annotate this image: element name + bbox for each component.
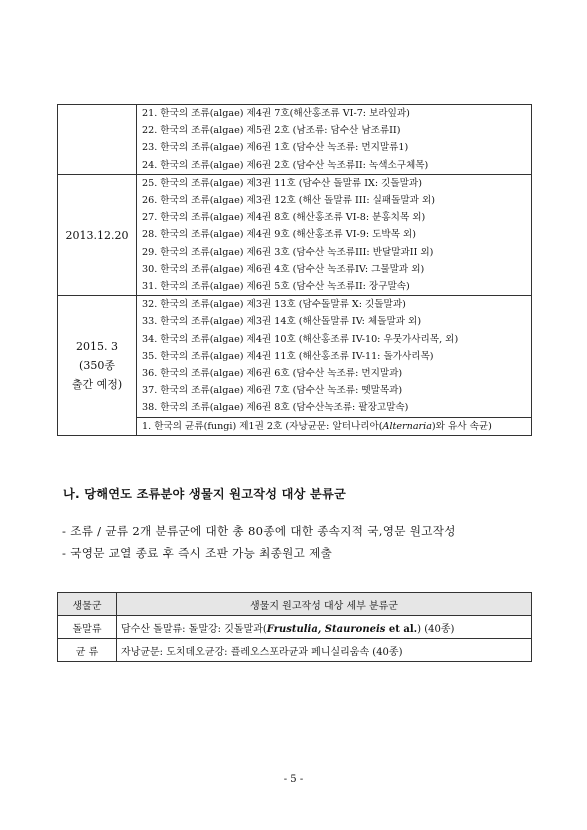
schedule-species-count: (350종	[79, 359, 115, 373]
schedule-row	[58, 105, 532, 175]
publication-item: 37. 한국의 조류(algae) 제6권 7호 (담수산 녹조류: 뗏말목과)	[142, 385, 403, 397]
table-header-row	[58, 593, 532, 616]
table-row	[58, 616, 532, 639]
taxa-cell	[117, 616, 532, 639]
genus-name: Alternaria	[382, 420, 432, 432]
schedule-date-cell	[58, 296, 137, 436]
target-taxa-table	[57, 592, 532, 662]
publication-item: 25. 한국의 조류(algae) 제3권 11호 (담수산 돌말류 IX: 깃돌말과)	[142, 177, 422, 189]
publication-item: 30. 한국의 조류(algae) 제6권 4호 (담수산 녹조류IV: 그물말과 외)	[142, 263, 425, 275]
schedule-status: 출간 예정)	[71, 378, 123, 392]
item-text: 1. 한국의 균류(fungi) 제1권 2호 (자낭균문: 알터나리아(	[142, 420, 383, 432]
publication-item: 32. 한국의 조류(algae) 제3권 13호 (담수돌말류 X: 깃돌말과)	[142, 299, 406, 311]
schedule-date-cell	[58, 174, 137, 295]
publication-item: 35. 한국의 조류(algae) 제4권 11호 (해산홍조류 IV-11: 돌가사리목)	[142, 350, 434, 362]
publication-schedule-table	[57, 104, 532, 436]
column-header: 생물지 원고작성 대상 세부 분류군	[117, 593, 532, 616]
section-title: 나. 당해연도 조류분야 생물지 원고작성 대상 분류군	[63, 487, 346, 501]
taxa-cell: 자낭균문: 도치데오균강: 플레오스포라균과 페니실리움속 (40종)	[117, 639, 532, 662]
genus-names: Frustulia, Stauroneis	[266, 623, 386, 635]
publication-item: 38. 한국의 조류(algae) 제6권 8호 (담수산녹조류: 팔장고말속)	[142, 402, 409, 414]
group-cell: 돌말류	[58, 616, 117, 639]
publication-item: 26. 한국의 조류(algae) 제3권 12호 (해산 돌말류 III: 실패돌말과 외)	[142, 195, 435, 207]
schedule-date-cell	[58, 105, 137, 175]
publication-item: 28. 한국의 조류(algae) 제4권 9호 (해산홍조류 VI-9: 도박목 외)	[142, 229, 417, 241]
table-row	[58, 639, 532, 662]
column-header: 생물군	[58, 593, 117, 616]
publication-item: 29. 한국의 조류(algae) 제6권 3호 (담수산 녹조류III: 반달말과II 외)	[142, 246, 434, 258]
schedule-row	[58, 296, 532, 436]
page-number: - 5 -	[283, 774, 304, 785]
schedule-date: 2015. 3	[76, 340, 118, 354]
schedule-date: 2013.12.20	[65, 228, 129, 242]
item-text: )와 유사 속균)	[431, 420, 492, 432]
publication-item: 34. 한국의 조류(algae) 제4권 10호 (해산홍조류 IV-10: 우뭇가사리목, 외)	[142, 333, 459, 345]
publication-item: 22. 한국의 조류(algae) 제5권 2호 (남조류: 담수산 남조류II)	[142, 125, 401, 137]
fungi-publication-item	[137, 417, 531, 435]
publication-item: 33. 한국의 조류(algae) 제3권 14호 (해산돌말류 IV: 체돌말과 외)	[142, 316, 422, 328]
bullet-item: - 조류 / 균류 2개 분류군에 대한 총 80종에 대한 종속지적 국,영문 원고작성	[62, 524, 456, 538]
taxa-text: 담수산 돌말류: 돌말강: 깃돌말과(	[121, 623, 267, 635]
schedule-items-cell	[137, 105, 532, 175]
taxa-text: ) (40종)	[417, 623, 455, 635]
publication-item: 31. 한국의 조류(algae) 제6권 5호 (담수산 녹조류II: 장구말속)	[142, 281, 410, 293]
schedule-items-cell	[137, 296, 532, 436]
et-al: et al.	[385, 623, 418, 635]
bullet-item: - 국영문 교열 종료 후 즉시 조판 가능 최종원고 제출	[62, 546, 333, 560]
publication-item: 24. 한국의 조류(algae) 제6권 2호 (담수산 녹조류II: 녹색소구체목)	[142, 159, 429, 171]
group-cell: 균 류	[58, 639, 117, 662]
publication-item: 27. 한국의 조류(algae) 제4권 8호 (해산홍조류 VI-8: 분홍치목 외)	[142, 212, 426, 224]
publication-item: 36. 한국의 조류(algae) 제6권 6호 (담수산 녹조류: 먼지말과)	[142, 368, 403, 380]
publication-item: 21. 한국의 조류(algae) 제4권 7호(해산홍조류 VI-7: 보라잎과)	[142, 108, 410, 119]
schedule-row	[58, 174, 532, 295]
schedule-items-cell	[137, 174, 532, 295]
publication-item: 23. 한국의 조류(algae) 제6권 1호 (담수산 녹조류: 먼지말류1)	[142, 142, 409, 154]
